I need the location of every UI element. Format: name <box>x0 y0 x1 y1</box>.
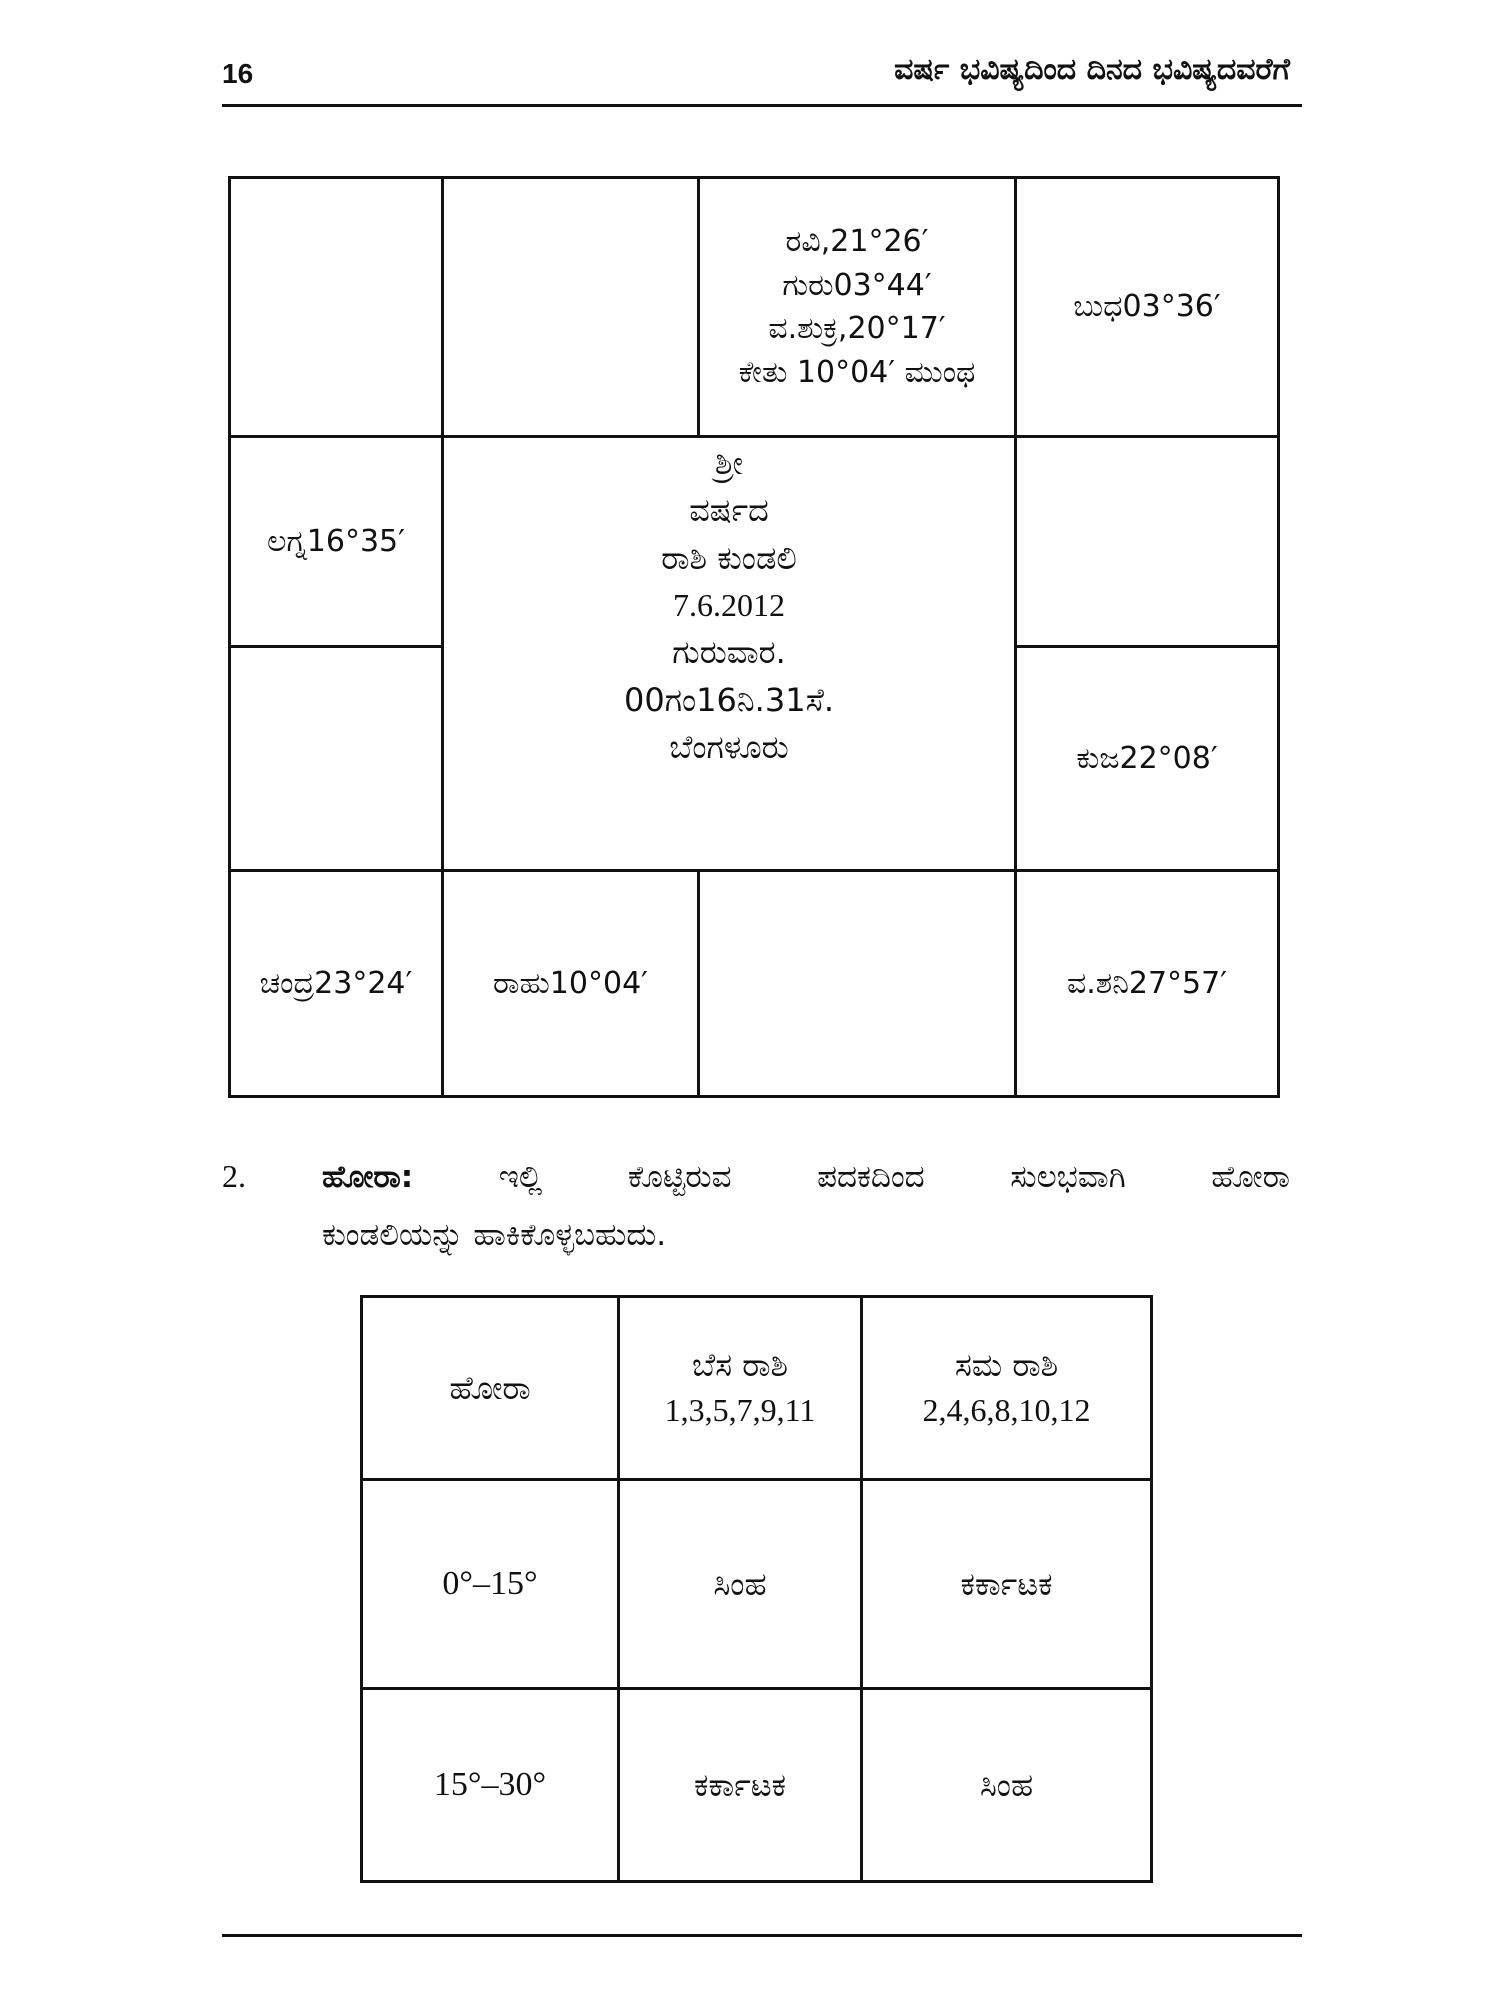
section-number: 2. <box>222 1158 246 1194</box>
header-rule <box>222 104 1302 107</box>
table-cell: ಸಿಂಹ <box>862 1689 1152 1882</box>
table-header-cell: ಹೋರಾ <box>362 1297 619 1480</box>
header-title: ಬೆಸ ರಾಶಿ <box>691 1346 789 1385</box>
table-cell: 0°–15° <box>362 1480 619 1689</box>
house-entry: ರವಿ,21°26′ <box>785 224 929 259</box>
table-header-cell <box>862 1297 1152 1480</box>
chart-house-top-3 <box>700 179 1014 435</box>
running-title: ವರ್ಷ ಭವಿಷ್ಯದಿಂದ ದಿನದ ಭವಿಷ್ಯದವರೆಗೆ <box>894 52 1290 87</box>
center-line: ಬೆಂಗಳೂರು <box>669 728 789 767</box>
table-row <box>362 1689 1152 1882</box>
chart-house-bottom-1 <box>231 872 441 1095</box>
hora-table <box>360 1295 1153 1883</box>
header-sub: 1,3,5,7,9,11 <box>664 1392 816 1428</box>
center-line: ವರ್ಷದ <box>689 491 769 530</box>
house-entry: ಕೇತು 10°04′ ಮುಂಥ <box>738 354 976 390</box>
header-title: ಸಮ ರಾಶಿ <box>954 1346 1059 1385</box>
chart-house-top-4 <box>1017 179 1277 435</box>
center-line: 00ಗಂ16ನಿ.31ಸೆ. <box>623 680 835 719</box>
paragraph-line <box>322 1148 1290 1206</box>
section-paragraph <box>322 1148 1290 1264</box>
table-cell: 15°–30° <box>362 1689 619 1882</box>
house-entry: ಚಂದ್ರ23°24′ <box>259 965 413 1001</box>
chart-house-bottom-4 <box>1017 872 1277 1095</box>
center-line: ಶ್ರೀ <box>714 444 744 482</box>
house-entry: ರಾಹು10°04′ <box>493 965 648 1001</box>
footer-rule <box>222 1934 1302 1937</box>
rashi-chart <box>228 176 1280 1098</box>
table-row <box>362 1480 1152 1689</box>
house-entry: ವ.ಶುಕ್ರ,20°17′ <box>768 311 946 346</box>
house-entry: ಕುಜ22°08′ <box>1076 740 1218 776</box>
chart-house-left-upper <box>231 438 441 645</box>
chart-center-title <box>444 438 1014 869</box>
table-cell: ಕರ್ಕಾಟಕ <box>619 1689 862 1882</box>
chart-line <box>697 869 700 1095</box>
table-header-cell <box>619 1297 862 1480</box>
house-entry: ವ.ಶನಿ27°57′ <box>1066 965 1228 1001</box>
center-line: 7.6.2012 <box>673 587 785 624</box>
paragraph-text: ಇಲ್ಲಿ ಕೊಟ್ಟಿರುವ ಪದಕದಿಂದ ಸುಲಭವಾಗಿ ಹೋರಾ <box>498 1159 1291 1195</box>
table-cell: ಕರ್ಕಾಟಕ <box>862 1480 1152 1689</box>
header-sub: 2,4,6,8,10,12 <box>922 1392 1091 1428</box>
paragraph-line: ಕುಂಡಲಿಯನ್ನು ಹಾಕಿಕೊಳ್ಳಬಹುದು. <box>322 1217 667 1253</box>
table-cell: ಸಿಂಹ <box>619 1480 862 1689</box>
center-line: ಗುರುವಾರ. <box>672 633 786 672</box>
section-heading: ಹೋರಾ: <box>322 1159 414 1195</box>
chart-house-bottom-2 <box>444 872 697 1095</box>
page-number: 16 <box>222 58 254 89</box>
center-line: ರಾಶಿ ಕುಂಡಲಿ <box>661 538 797 577</box>
house-entry: ಲಗ್ನ16°35′ <box>267 523 405 559</box>
house-entry: ಬುಧ03°36′ <box>1073 289 1221 325</box>
chart-house-right-lower <box>1017 648 1277 869</box>
house-entry: ಗುರು03°44′ <box>782 267 932 303</box>
chart-line <box>231 645 441 648</box>
table-header-row <box>362 1297 1152 1480</box>
